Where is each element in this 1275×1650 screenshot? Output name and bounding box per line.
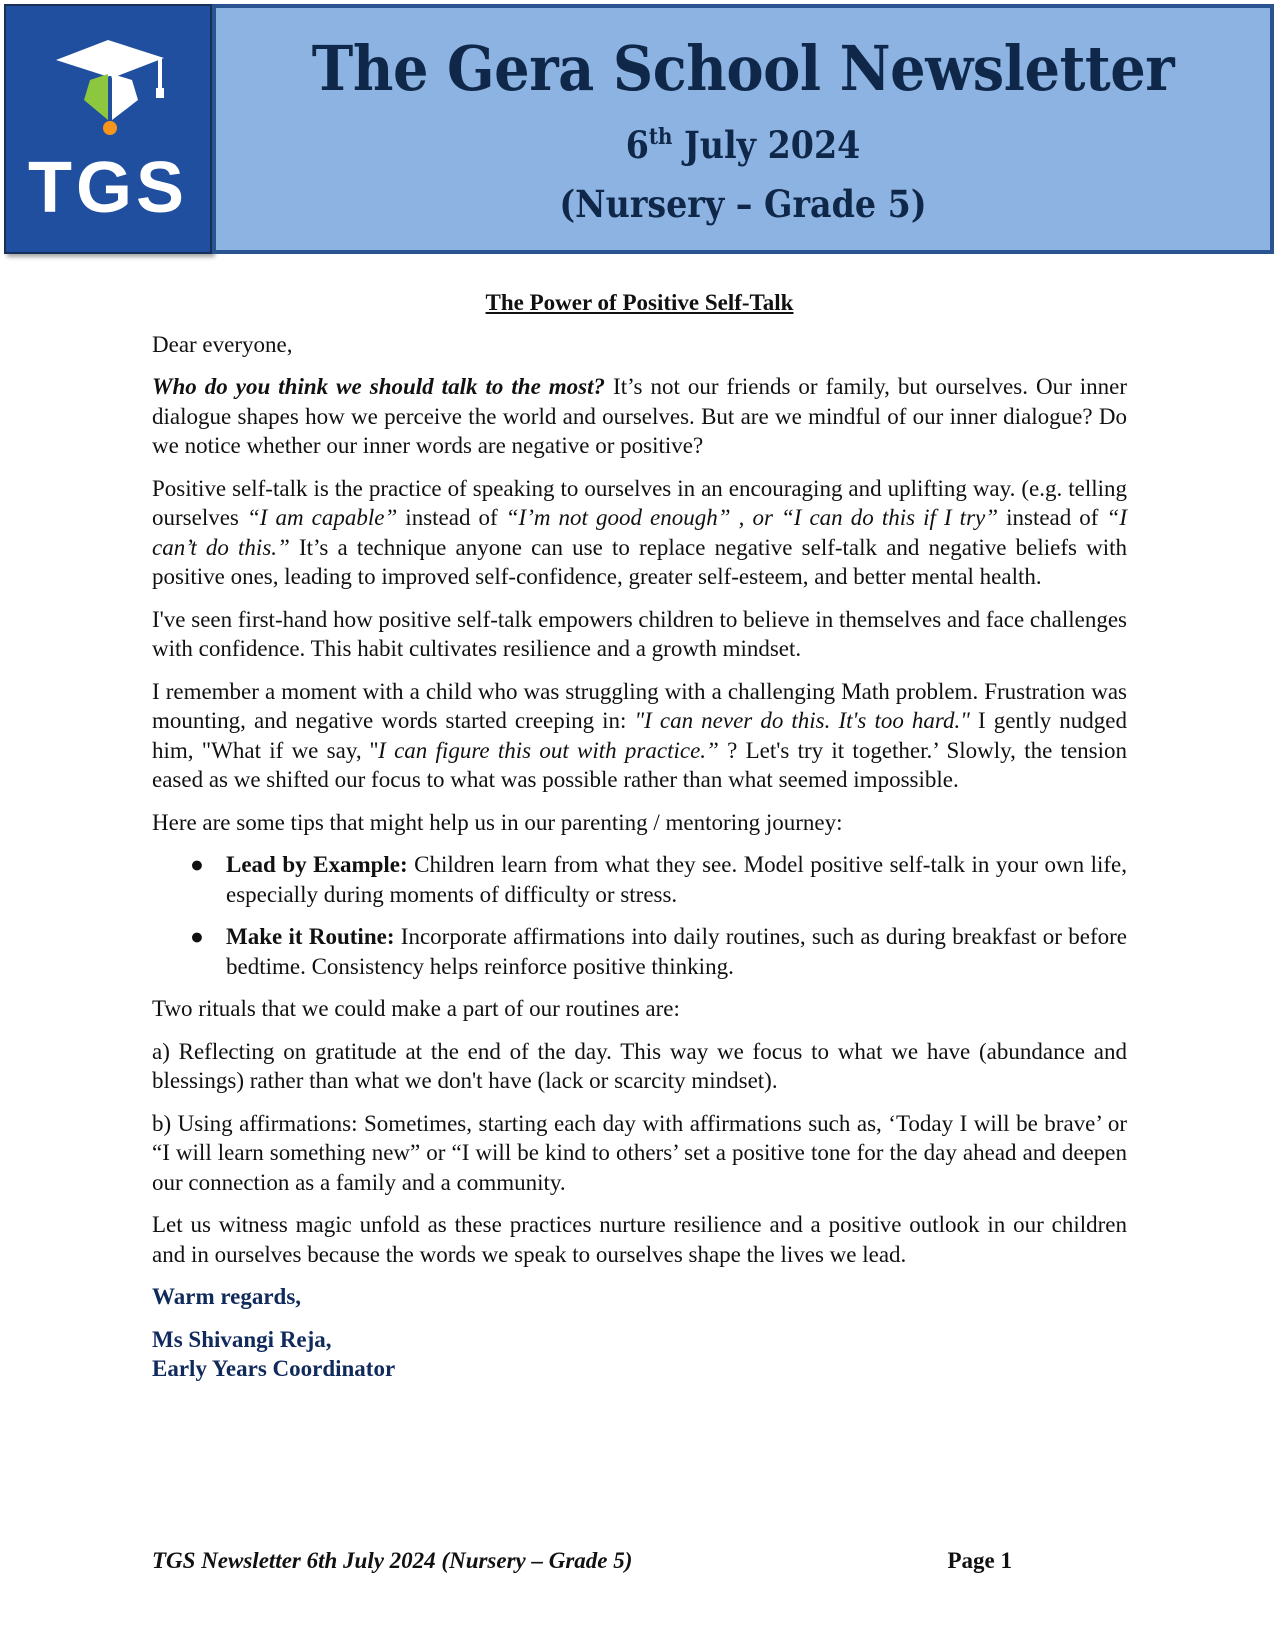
article-title: The Power of Positive Self-Talk (485, 290, 794, 315)
paragraph-anecdote: I remember a moment with a child who was struggling with a challenging Math problem. Frustration was mounting, and negative words started creeping in: "I can never do this. It's too hard." I gently nudged him, "What if we say, ''I can figure this out with practice.” ? Let's try it together.’ Slowly, the tension eased as we shifted our focus to what was possible rather than what seemed impossible. (152, 678, 1127, 792)
paragraph-firsthand: I've seen first-hand how positive self-talk empowers children to believe in themselves and face challenges with confidence. This habit cultivates resilience and a growth mindset. (152, 606, 1127, 661)
bullet-icon: ● (190, 924, 204, 949)
footer-text: TGS Newsletter 6th July 2024 (Nursery – Grade 5) (152, 1548, 633, 1573)
ritual-a: a) Reflecting on gratitude at the end of the day. This way we focus to what we have (abundance and blessings) rather than what we don't have (lack or scarcity mindset). (152, 1038, 1127, 1093)
newsletter-header (4, 4, 1274, 254)
page-number: Page 1 (947, 1548, 1012, 1573)
newsletter-date (269, 123, 1218, 167)
paragraph-tips-intro: Here are some tips that might help us in our parenting / mentoring journey: (152, 809, 843, 835)
tips-list (152, 850, 1127, 981)
ritual-b: b) Using affirmations: Sometimes, starting each day with affirmations such as, ‘Today I will be brave’ or “I will learn something new” or “I will be kind to others’ set a positive tone for the day ahead and deepen our connection as a family and a community. (152, 1110, 1127, 1195)
article-body (152, 288, 1127, 1384)
page-footer (152, 1548, 1012, 1574)
tip-item: ● Make it Routine: Incorporate affirmations into daily routines, such as during breakfast or before bedtime. Consistency helps reinforce positive thinking. (190, 924, 1127, 979)
bullet-icon: ● (190, 852, 204, 877)
graduation-cap-pen-nib-icon (46, 28, 176, 138)
date-day: 6 (625, 123, 649, 167)
title-banner (212, 4, 1274, 254)
paragraph-closing: Let us witness magic unfold as these practices nurture resilience and a positive outlook in our children and in ourselves because the words we speak to ourselves shape the lives we lead. (152, 1212, 1127, 1267)
tip-item: ● Lead by Example: Children learn from what they see. Model positive self-talk in your own life, especially during moments of difficulty or stress. (190, 852, 1127, 907)
paragraph-intro: Who do you think we should talk to the most? It’s not our friends or family, but ourselves. Our inner dialogue shapes how we perceive the world and ourselves. But are we mindful of our inner dialogue? Do we notice whether our inner words are negative or positive? (152, 374, 1127, 458)
date-suffix: th (648, 124, 673, 150)
date-rest: July 2024 (672, 123, 861, 167)
lead-question: Who do you think we should talk to the most? (152, 374, 606, 399)
paragraph-definition: Positive self-talk is the practice of speaking to ourselves in an encouraging and uplifting way. (e.g. telling ourselves “I am capable” instead of “I’m not good enough” , or “I can do this if I try” instead of “I can’t do this.” It’s a technique anyone can use to replace negative self-talk and negative beliefs with positive ones, leading to improved self-confidence, greater self-esteem, and better mental health. (152, 475, 1127, 589)
logo-text: TGS (27, 148, 188, 228)
paragraph-rituals-intro: Two rituals that we could make a part of our routines are: (152, 996, 680, 1021)
salutation: Dear everyone, (152, 331, 293, 357)
grade-range: (Nursery – Grade 5) (559, 182, 927, 226)
author-title: Early Years Coordinator (152, 1356, 396, 1381)
author-name: Ms Shivangi Reja, (152, 1326, 332, 1352)
school-logo (4, 4, 212, 254)
signoff: Warm regards, (152, 1284, 302, 1309)
newsletter-title: The Gera School Newsletter (311, 32, 1175, 105)
